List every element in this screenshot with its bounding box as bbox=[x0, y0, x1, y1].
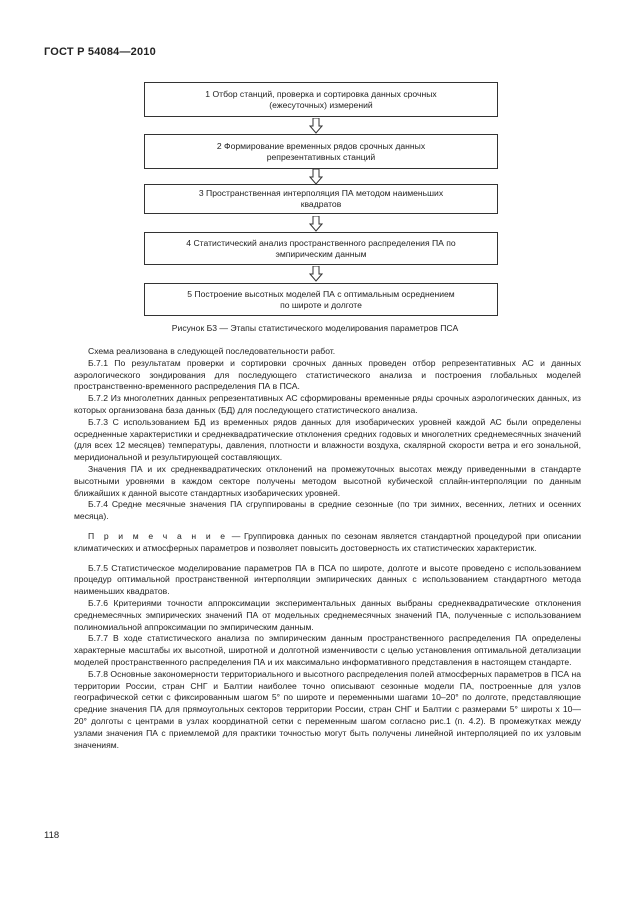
flow-step-4: 4 Статистический анализ пространственного распределения ПА по эмпирическим данным bbox=[144, 232, 498, 265]
paragraph: Б.7.6 Критериями точности аппроксимации экспериментальных данных выбраны среднеквадратические отклонения среднемесячных эмпирических значений ПА от модельных среднемесячных значений ПА, полученные с использованием полиномиальной аппроксимации по эмпирическим данным. bbox=[74, 597, 581, 632]
down-arrow-icon bbox=[309, 266, 323, 282]
note-label: П р и м е ч а н и е bbox=[88, 530, 229, 541]
paragraph: Б.7.7 В ходе статистического анализа по эмпирическим данным пространственного распределения ПА определены характерные масштабы их высотной, широтной и долготной изменчивости с целью установления оптимальной детализации моделей пространственного распределения ПА и их максимально информативного представления в настоящем стандарте. bbox=[74, 633, 581, 667]
body-text bbox=[74, 346, 581, 751]
figure-caption: Рисунок Б3 — Этапы статистического моделирования параметров ПСА bbox=[171, 323, 459, 333]
note bbox=[74, 531, 581, 555]
paragraph: Б.7.4 Средне месячные значения ПА сгруппированы в средние сезонные (по три зимних, весенних, летних и осенних месяца). bbox=[74, 499, 581, 522]
paragraph: Б.7.3 С использованием БД из временных рядов данных для изобарических уровней каждой АС были определены осредненные характеристики и среднеквадратические отклонения средних годовых и многолетних среднемесячных значений (для всех 12 месяцев) температуры, давления, плотности и влажности воздуха, скалярной скорости ветра и его зональной, меридиональной и результирующей составляющих. bbox=[74, 416, 581, 463]
paragraph: Б.7.5 Статистическое моделирование параметров ПА в ПСА по широте, долготе и высоте проведено с использованием процедур оптимальной пространственной интерполяции эмпирических данных с использованием стандартного метода наименьших квадратов. bbox=[74, 562, 581, 597]
page-number: 118 bbox=[44, 830, 60, 841]
flow-step-1: 1 Отбор станций, проверка и сортировка данных срочных (ежесуточных) измерений bbox=[144, 82, 498, 117]
flow-step-5: 5 Построение высотных моделей ПА с оптимальным осреднением по широте и долготе bbox=[144, 283, 498, 316]
paragraph: Б.7.1 По результатам проверки и сортировки срочных данных проведен отбор репрезентативных АС и данных аэрологического зондирования для последующего статистического анализа и построения глобальных моделей пространственно-временного распределения ПА в ПСА. bbox=[74, 357, 581, 392]
paragraph: Схема реализована в следующей последовательности работ. bbox=[88, 346, 336, 356]
standard-header: ГОСТ Р 54084—2010 bbox=[44, 46, 156, 58]
flow-step-3: 3 Пространственная интерполяция ПА методом наименьших квадратов bbox=[144, 184, 498, 214]
down-arrow-icon bbox=[309, 216, 323, 232]
paragraph: Б.7.2 Из многолетних данных репрезентативных АС сформированы временные ряды срочных аэрологических данных, из которых организована база данных (БД) для последующего статистического анализа. bbox=[74, 393, 581, 415]
down-arrow-icon bbox=[309, 118, 323, 134]
note-text: — Группировка данных по сезонам является стандартной процедурой при описании климатических и атмосферных параметров и позволяет повысить достоверность их статистических характеристик. bbox=[74, 530, 582, 553]
down-arrow-icon bbox=[309, 169, 323, 185]
paragraph: Значения ПА и их среднеквадратических отклонений на промежуточных высотах между приведенными в стандарте высотными уровнями в каждом секторе получены методом высотной кубической сплайн-интерполяции по данным ближайших к данной высоте стандартных изобарических уровней. bbox=[74, 463, 581, 498]
paragraph: Б.7.8 Основные закономерности территориального и высотного распределения полей атмосферных параметров в ПСА на территории России, стран СНГ и Балтии наиболее точно описывают сезонные модели ПА, построенные для узлов географической сетки с фиксированным шагом 5° по широте и переменными шагами 10–20° по долготе, представляющие средние значения ПА для прямоугольных секторов территории России, стран СНГ и Балтии с размерами 5° широты х 10—20° долготы с центрами в узлах координатной сетки с переменным шагом согласно рис.1 (п. 4.2). В промежутках между узлами значения ПА с приемлемой для практики точностью могут быть получены линейной интерполяцией по их узловым значениям. bbox=[74, 668, 581, 750]
flow-step-2: 2 Формирование временных рядов срочных данных репрезентативных станций bbox=[144, 134, 498, 169]
